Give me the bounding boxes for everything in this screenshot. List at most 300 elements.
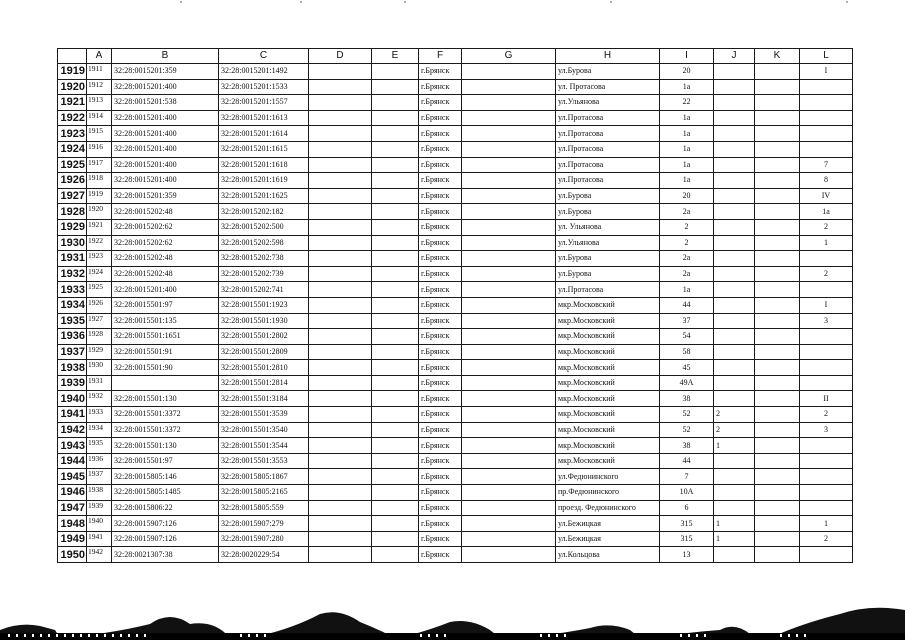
cell-k[interactable] [755,79,800,95]
cell-k[interactable] [755,329,800,345]
cell-i[interactable]: 20 [660,188,714,204]
cell-c[interactable]: 32:28:0015907:279 [219,516,309,532]
row-number[interactable]: 1921 [58,95,87,111]
row-number[interactable]: 1933 [58,282,87,298]
cell-d[interactable] [309,173,372,189]
cell-b[interactable]: 32:28:0015201:400 [112,126,219,142]
row-number[interactable]: 1920 [58,79,87,95]
cell-i[interactable]: 49А [660,375,714,391]
cell-h[interactable]: ул.Бежицкая [556,516,660,532]
cell-j[interactable] [714,95,755,111]
cell-h[interactable]: ул.Протасова [556,126,660,142]
cell-c[interactable]: 32:28:0015201:1492 [219,64,309,80]
cell-c[interactable]: 32:28:0015501:2809 [219,344,309,360]
cell-d[interactable] [309,79,372,95]
column-header-d[interactable]: D [309,49,372,64]
cell-d[interactable] [309,391,372,407]
cell-a[interactable]: 1914 [87,110,112,126]
cell-k[interactable] [755,360,800,376]
cell-a[interactable]: 1942 [87,547,112,563]
cell-h[interactable]: мкр.Московский [556,453,660,469]
cell-g[interactable] [462,64,556,80]
row-number[interactable]: 1935 [58,313,87,329]
cell-l[interactable]: I [800,64,853,80]
cell-f[interactable]: г.Брянск [419,329,462,345]
cell-k[interactable] [755,95,800,111]
cell-h[interactable]: ул.Ульянова [556,235,660,251]
row-number[interactable]: 1927 [58,188,87,204]
cell-l[interactable]: 8 [800,173,853,189]
cell-l[interactable]: 2 [800,219,853,235]
cell-i[interactable]: 315 [660,531,714,547]
cell-d[interactable] [309,375,372,391]
cell-h[interactable]: ул.Бурова [556,188,660,204]
cell-j[interactable] [714,173,755,189]
cell-i[interactable]: 37 [660,313,714,329]
cell-l[interactable] [800,110,853,126]
cell-l[interactable]: 2 [800,407,853,423]
cell-a[interactable]: 1928 [87,329,112,345]
cell-i[interactable]: 1а [660,157,714,173]
cell-c[interactable]: 32:28:0015202:500 [219,219,309,235]
cell-d[interactable] [309,500,372,516]
cell-g[interactable] [462,375,556,391]
cell-j[interactable] [714,157,755,173]
cell-b[interactable]: 32:28:0015501:91 [112,344,219,360]
cell-d[interactable] [309,126,372,142]
cell-l[interactable] [800,375,853,391]
cell-h[interactable]: мкр.Московский [556,438,660,454]
cell-d[interactable] [309,251,372,267]
cell-i[interactable]: 1а [660,282,714,298]
cell-a[interactable]: 1912 [87,79,112,95]
cell-a[interactable]: 1923 [87,251,112,267]
cell-g[interactable] [462,188,556,204]
cell-c[interactable]: 32:28:0015201:1625 [219,188,309,204]
cell-g[interactable] [462,547,556,563]
cell-h[interactable]: ул.Протасова [556,141,660,157]
cell-h[interactable]: мкр.Московский [556,422,660,438]
row-number[interactable]: 1929 [58,219,87,235]
cell-f[interactable]: г.Брянск [419,453,462,469]
column-header-f[interactable]: F [419,49,462,64]
cell-l[interactable]: IV [800,188,853,204]
cell-f[interactable]: г.Брянск [419,157,462,173]
cell-d[interactable] [309,110,372,126]
cell-a[interactable]: 1930 [87,360,112,376]
cell-i[interactable]: 20 [660,64,714,80]
cell-a[interactable]: 1931 [87,375,112,391]
cell-k[interactable] [755,266,800,282]
cell-e[interactable] [372,297,419,313]
row-number[interactable]: 1934 [58,297,87,313]
row-number[interactable]: 1941 [58,407,87,423]
cell-d[interactable] [309,344,372,360]
cell-l[interactable]: 7 [800,157,853,173]
cell-i[interactable]: 45 [660,360,714,376]
row-number[interactable]: 1942 [58,422,87,438]
cell-b[interactable]: 32:28:0015202:48 [112,251,219,267]
cell-g[interactable] [462,235,556,251]
cell-l[interactable]: 2 [800,266,853,282]
cell-k[interactable] [755,297,800,313]
cell-l[interactable] [800,344,853,360]
cell-h[interactable]: ул. Протасова [556,79,660,95]
cell-c[interactable]: 32:28:0015202:598 [219,235,309,251]
cell-a[interactable]: 1916 [87,141,112,157]
cell-e[interactable] [372,516,419,532]
cell-k[interactable] [755,141,800,157]
cell-k[interactable] [755,157,800,173]
cell-c[interactable]: 32:28:0015202:182 [219,204,309,220]
cell-k[interactable] [755,204,800,220]
cell-j[interactable] [714,251,755,267]
cell-b[interactable]: 32:28:0015202:48 [112,266,219,282]
cell-c[interactable]: 32:28:0015201:1557 [219,95,309,111]
row-number[interactable]: 1928 [58,204,87,220]
cell-i[interactable]: 7 [660,469,714,485]
cell-i[interactable]: 2а [660,204,714,220]
cell-c[interactable]: 32:28:0015201:1533 [219,79,309,95]
cell-k[interactable] [755,344,800,360]
cell-f[interactable]: г.Брянск [419,110,462,126]
cell-i[interactable]: 1а [660,79,714,95]
cell-g[interactable] [462,516,556,532]
cell-j[interactable] [714,188,755,204]
cell-l[interactable] [800,547,853,563]
cell-e[interactable] [372,110,419,126]
cell-d[interactable] [309,219,372,235]
cell-h[interactable]: ул.Протасова [556,110,660,126]
row-number[interactable]: 1919 [58,64,87,80]
cell-b[interactable]: 32:28:0015907:126 [112,516,219,532]
cell-c[interactable]: 32:28:0015501:3184 [219,391,309,407]
cell-f[interactable]: г.Брянск [419,188,462,204]
cell-h[interactable]: ул.Протасова [556,157,660,173]
cell-i[interactable]: 44 [660,297,714,313]
cell-j[interactable] [714,500,755,516]
row-number[interactable]: 1950 [58,547,87,563]
cell-j[interactable] [714,141,755,157]
cell-h[interactable]: мкр.Московский [556,407,660,423]
column-header-c[interactable]: C [219,49,309,64]
row-number[interactable]: 1943 [58,438,87,454]
cell-c[interactable]: 32:28:0015202:741 [219,282,309,298]
cell-k[interactable] [755,469,800,485]
cell-e[interactable] [372,282,419,298]
row-number[interactable]: 1938 [58,360,87,376]
cell-h[interactable]: мкр.Московский [556,375,660,391]
cell-j[interactable] [714,313,755,329]
cell-e[interactable] [372,500,419,516]
cell-j[interactable] [714,204,755,220]
cell-h[interactable]: пр.Федюнинского [556,485,660,501]
cell-k[interactable] [755,64,800,80]
cell-j[interactable] [714,282,755,298]
cell-e[interactable] [372,360,419,376]
cell-h[interactable]: мкр.Московский [556,344,660,360]
cell-a[interactable]: 1918 [87,173,112,189]
cell-a[interactable]: 1911 [87,64,112,80]
cell-i[interactable]: 54 [660,329,714,345]
cell-c[interactable]: 32:28:0015202:738 [219,251,309,267]
cell-g[interactable] [462,157,556,173]
row-number[interactable]: 1922 [58,110,87,126]
cell-b[interactable]: 32:28:0015201:538 [112,95,219,111]
cell-d[interactable] [309,266,372,282]
cell-f[interactable]: г.Брянск [419,422,462,438]
cell-k[interactable] [755,547,800,563]
cell-c[interactable]: 32:28:0015201:1619 [219,173,309,189]
cell-e[interactable] [372,329,419,345]
cell-i[interactable]: 58 [660,344,714,360]
cell-h[interactable]: ул.Бурова [556,266,660,282]
cell-f[interactable]: г.Брянск [419,297,462,313]
cell-g[interactable] [462,313,556,329]
row-number[interactable]: 1932 [58,266,87,282]
cell-b[interactable]: 32:28:0015201:400 [112,173,219,189]
cell-l[interactable] [800,95,853,111]
cell-c[interactable]: 32:28:0015501:2814 [219,375,309,391]
cell-a[interactable]: 1913 [87,95,112,111]
cell-g[interactable] [462,219,556,235]
cell-k[interactable] [755,110,800,126]
row-number[interactable]: 1945 [58,469,87,485]
cell-d[interactable] [309,188,372,204]
cell-h[interactable]: мкр.Московский [556,329,660,345]
cell-g[interactable] [462,95,556,111]
cell-j[interactable] [714,547,755,563]
cell-c[interactable]: 32:28:0015201:1613 [219,110,309,126]
cell-k[interactable] [755,126,800,142]
cell-a[interactable]: 1917 [87,157,112,173]
cell-e[interactable] [372,438,419,454]
row-number[interactable]: 1947 [58,500,87,516]
cell-f[interactable]: г.Брянск [419,219,462,235]
cell-l[interactable]: II [800,391,853,407]
cell-b[interactable]: 32:28:0021307:38 [112,547,219,563]
cell-k[interactable] [755,251,800,267]
cell-j[interactable] [714,266,755,282]
cell-d[interactable] [309,329,372,345]
cell-d[interactable] [309,422,372,438]
cell-j[interactable]: 2 [714,407,755,423]
cell-a[interactable]: 1938 [87,485,112,501]
cell-f[interactable]: г.Брянск [419,266,462,282]
cell-c[interactable]: 32:28:0015501:3544 [219,438,309,454]
cell-f[interactable]: г.Брянск [419,438,462,454]
cell-j[interactable] [714,344,755,360]
cell-i[interactable]: 1а [660,110,714,126]
cell-i[interactable]: 2 [660,219,714,235]
cell-l[interactable] [800,251,853,267]
cell-l[interactable] [800,282,853,298]
cell-i[interactable]: 2 [660,235,714,251]
cell-g[interactable] [462,407,556,423]
cell-a[interactable]: 1940 [87,516,112,532]
cell-h[interactable]: ул.Бурова [556,64,660,80]
cell-e[interactable] [372,188,419,204]
cell-a[interactable]: 1936 [87,453,112,469]
column-header-g[interactable]: G [462,49,556,64]
cell-c[interactable]: 32:28:0015201:1618 [219,157,309,173]
cell-h[interactable]: ул.Бежицкая [556,531,660,547]
cell-i[interactable]: 2а [660,266,714,282]
cell-f[interactable]: г.Брянск [419,360,462,376]
cell-d[interactable] [309,360,372,376]
cell-j[interactable] [714,453,755,469]
cell-a[interactable]: 1939 [87,500,112,516]
row-number[interactable]: 1930 [58,235,87,251]
cell-e[interactable] [372,391,419,407]
cell-h[interactable]: ул.Протасова [556,173,660,189]
row-number[interactable]: 1944 [58,453,87,469]
cell-g[interactable] [462,297,556,313]
cell-k[interactable] [755,438,800,454]
cell-g[interactable] [462,126,556,142]
cell-c[interactable]: 32:28:0015501:2802 [219,329,309,345]
cell-j[interactable] [714,235,755,251]
cell-a[interactable]: 1929 [87,344,112,360]
cell-j[interactable]: 1 [714,438,755,454]
cell-i[interactable]: 44 [660,453,714,469]
row-number[interactable]: 1936 [58,329,87,345]
cell-l[interactable] [800,360,853,376]
cell-b[interactable]: 32:28:0015806:22 [112,500,219,516]
cell-l[interactable]: 2 [800,531,853,547]
cell-b[interactable] [112,375,219,391]
cell-k[interactable] [755,391,800,407]
cell-j[interactable] [714,64,755,80]
cell-c[interactable]: 32:28:0015805:559 [219,500,309,516]
cell-h[interactable]: ул.Бурова [556,204,660,220]
cell-b[interactable]: 32:28:0015805:146 [112,469,219,485]
cell-h[interactable]: мкр.Московский [556,360,660,376]
column-header-a[interactable]: A [87,49,112,64]
column-header-k[interactable]: K [755,49,800,64]
cell-a[interactable]: 1933 [87,407,112,423]
cell-b[interactable]: 32:28:0015201:400 [112,157,219,173]
row-number[interactable]: 1937 [58,344,87,360]
cell-h[interactable]: проезд. Федюнинского [556,500,660,516]
cell-d[interactable] [309,95,372,111]
row-number[interactable]: 1926 [58,173,87,189]
cell-j[interactable] [714,126,755,142]
cell-f[interactable]: г.Брянск [419,126,462,142]
row-number[interactable]: 1940 [58,391,87,407]
cell-g[interactable] [462,391,556,407]
row-number[interactable]: 1931 [58,251,87,267]
cell-b[interactable]: 32:28:0015907:126 [112,531,219,547]
cell-a[interactable]: 1927 [87,313,112,329]
row-number[interactable]: 1924 [58,141,87,157]
cell-f[interactable]: г.Брянск [419,204,462,220]
cell-j[interactable]: 2 [714,422,755,438]
cell-i[interactable]: 1а [660,141,714,157]
cell-g[interactable] [462,266,556,282]
cell-k[interactable] [755,188,800,204]
cell-b[interactable]: 32:28:0015501:135 [112,313,219,329]
cell-a[interactable]: 1919 [87,188,112,204]
cell-k[interactable] [755,219,800,235]
cell-l[interactable] [800,453,853,469]
cell-c[interactable]: 32:28:0015202:739 [219,266,309,282]
cell-k[interactable] [755,235,800,251]
cell-e[interactable] [372,453,419,469]
cell-b[interactable]: 32:28:0015201:400 [112,282,219,298]
cell-i[interactable]: 52 [660,422,714,438]
cell-f[interactable]: г.Брянск [419,407,462,423]
cell-d[interactable] [309,157,372,173]
cell-h[interactable]: мкр.Московский [556,297,660,313]
cell-c[interactable]: 32:28:0015501:3553 [219,453,309,469]
cell-d[interactable] [309,516,372,532]
cell-e[interactable] [372,407,419,423]
cell-f[interactable]: г.Брянск [419,313,462,329]
cell-c[interactable]: 32:28:0015201:1614 [219,126,309,142]
cell-g[interactable] [462,141,556,157]
cell-a[interactable]: 1921 [87,219,112,235]
cell-e[interactable] [372,204,419,220]
cell-e[interactable] [372,64,419,80]
cell-l[interactable] [800,469,853,485]
cell-h[interactable]: мкр.Московский [556,391,660,407]
cell-c[interactable]: 32:28:0015501:1923 [219,297,309,313]
column-header-b[interactable]: B [112,49,219,64]
cell-b[interactable]: 32:28:0015501:97 [112,453,219,469]
cell-c[interactable]: 32:28:0015501:2810 [219,360,309,376]
cell-f[interactable]: г.Брянск [419,282,462,298]
cell-l[interactable] [800,329,853,345]
cell-e[interactable] [372,126,419,142]
cell-d[interactable] [309,547,372,563]
cell-j[interactable] [714,391,755,407]
cell-f[interactable]: г.Брянск [419,531,462,547]
cell-a[interactable]: 1920 [87,204,112,220]
cell-j[interactable] [714,297,755,313]
cell-h[interactable]: ул.Протасова [556,282,660,298]
row-number[interactable]: 1946 [58,485,87,501]
cell-c[interactable]: 32:28:0015501:3540 [219,422,309,438]
cell-k[interactable] [755,516,800,532]
cell-g[interactable] [462,531,556,547]
cell-h[interactable]: ул.Кольцова [556,547,660,563]
corner-cell[interactable] [58,49,87,64]
cell-f[interactable]: г.Брянск [419,173,462,189]
cell-h[interactable]: мкр.Московский [556,313,660,329]
row-number[interactable]: 1948 [58,516,87,532]
cell-j[interactable] [714,79,755,95]
cell-a[interactable]: 1937 [87,469,112,485]
cell-c[interactable]: 32:28:0015805:1867 [219,469,309,485]
cell-e[interactable] [372,141,419,157]
cell-g[interactable] [462,204,556,220]
cell-f[interactable]: г.Брянск [419,235,462,251]
cell-f[interactable]: г.Брянск [419,375,462,391]
cell-l[interactable]: 3 [800,422,853,438]
cell-f[interactable]: г.Брянск [419,500,462,516]
cell-i[interactable]: 52 [660,407,714,423]
cell-j[interactable] [714,485,755,501]
column-header-l[interactable]: L [800,49,853,64]
cell-g[interactable] [462,282,556,298]
cell-b[interactable]: 32:28:0015501:130 [112,438,219,454]
cell-b[interactable]: 32:28:0015201:359 [112,188,219,204]
cell-e[interactable] [372,313,419,329]
cell-a[interactable]: 1934 [87,422,112,438]
cell-g[interactable] [462,453,556,469]
cell-b[interactable]: 32:28:0015501:3372 [112,407,219,423]
